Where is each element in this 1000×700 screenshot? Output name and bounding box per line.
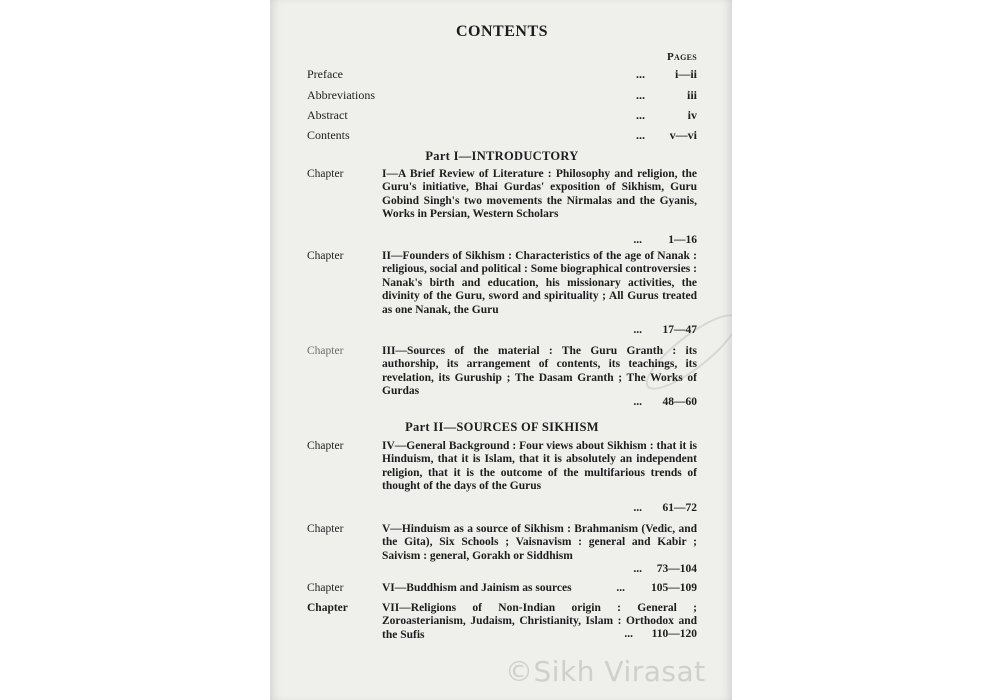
front-matter-row — [307, 67, 697, 83]
leader-dots: ... — [616, 582, 625, 594]
chapter-entry — [307, 168, 697, 248]
book-page — [270, 0, 732, 700]
chapter-text: Hinduism as a source of Sikhism : Brahmanism (Vedic, and the Gita), Six Schools ; Vaisnavism : general and Kabir ; Saivism : general, Gorakh or Siddhism — [382, 523, 697, 562]
leader-dots: ... — [636, 128, 645, 142]
chapter-pages: 105—109 — [651, 582, 697, 594]
chapter-number: I— — [382, 168, 398, 180]
chapter-label: Chapter — [307, 582, 344, 594]
part-heading: Part II—SOURCES OF SIKHISM — [405, 420, 599, 434]
chapter-description — [382, 523, 697, 563]
contents-title: CONTENTS — [455, 23, 549, 40]
leader-dots: ... — [624, 628, 633, 640]
front-matter-pages: iv — [687, 108, 697, 122]
chapter-text: Religions of Non-Indian origin : General ; Zoroasterianism, Judaism, Christianity, Islam : Orthodox and the Sufis — [382, 602, 697, 641]
chapter-label: Chapter — [307, 602, 348, 614]
chapter-pages: 61—72 — [662, 502, 697, 514]
chapter-entry — [307, 250, 697, 344]
front-matter-label: Abstract — [307, 108, 348, 122]
chapter-label: Chapter — [307, 250, 344, 262]
chapter-number: VII— — [382, 602, 411, 614]
chapter-text: General Background : Four views about Sikhism : that it is Hinduism, that it is Islam, that it is absolutely an independent religion, that it is the outcome of the multifarious trends of thought of the days of the Gurus — [382, 440, 697, 493]
front-matter-label: Preface — [307, 67, 343, 81]
chapter-number: III— — [382, 345, 407, 357]
chapter-text: Sources of the material : The Guru Granth : its authorship, its arrangement of contents, its teachings, its revelation, its Guruship ; The Dasam Granth ; The Works of Gurdas — [382, 345, 697, 398]
chapter-text: Founders of Sikhism : Characteristics of the age of Nanak : religious, social and political : Some biographical controversies : Nanak's birth and education, his missionary activities, the divinity of the Guru, sword and spirituality ; All Gurus treated as one Nanak, the Guru — [382, 250, 697, 316]
chapter-label: Chapter — [307, 523, 344, 535]
chapter-label: Chapter — [307, 345, 344, 357]
chapter-description — [382, 168, 697, 222]
chapter-number: II— — [382, 250, 403, 262]
chapter-entry — [307, 345, 697, 411]
chapter-entry — [307, 582, 697, 598]
chapter-number: IV— — [382, 440, 407, 452]
watermark-text: ©Sikh Virasat — [505, 655, 706, 688]
chapter-text: Buddhism and Jainism as sources — [406, 582, 572, 594]
chapter-description — [382, 582, 617, 595]
leader-dots: ... — [633, 324, 642, 336]
front-matter-pages: v—vi — [669, 128, 697, 142]
pages-column-header: Pages — [666, 51, 697, 63]
front-matter-label: Abbreviations — [307, 88, 375, 102]
chapter-number: V— — [382, 523, 402, 535]
chapter-description — [382, 440, 697, 494]
chapter-entry — [307, 523, 697, 579]
front-matter-pages: i—ii — [674, 67, 697, 81]
front-matter-pages: iii — [686, 88, 697, 102]
leader-dots: ... — [633, 396, 642, 408]
chapter-description — [382, 345, 697, 399]
front-matter-label: Contents — [307, 128, 350, 142]
chapter-description — [382, 602, 697, 642]
leader-dots: ... — [636, 88, 645, 102]
front-matter-row — [307, 128, 697, 144]
chapter-pages: 110—120 — [651, 628, 697, 640]
chapter-pages: 17—47 — [662, 324, 697, 336]
chapter-entry — [307, 602, 697, 644]
chapter-pages: 1—16 — [668, 234, 697, 246]
leader-dots: ... — [633, 563, 642, 575]
chapter-number: VI— — [382, 582, 407, 594]
chapter-label: Chapter — [307, 440, 344, 452]
chapter-label: Chapter — [307, 168, 344, 180]
leader-dots: ... — [636, 67, 645, 81]
chapter-text: A Brief Review of Literature : Philosophy and religion, the Guru's initiative, Bhai Gurdas' exposition of Sikhism, Guru Gobind Singh's two movements the Nirmalas and the Gyanis, Works in Persian, Western Scholars — [382, 168, 697, 221]
chapter-description — [382, 250, 697, 317]
chapter-pages: 48—60 — [662, 396, 697, 408]
chapter-pages: 73—104 — [656, 563, 697, 575]
front-matter-row — [307, 108, 697, 124]
front-matter-row — [307, 88, 697, 104]
leader-dots: ... — [633, 234, 642, 246]
leader-dots: ... — [636, 108, 645, 122]
leader-dots: ... — [633, 502, 642, 514]
chapter-entry — [307, 440, 697, 520]
part-heading: Part I—INTRODUCTORY — [425, 149, 579, 163]
